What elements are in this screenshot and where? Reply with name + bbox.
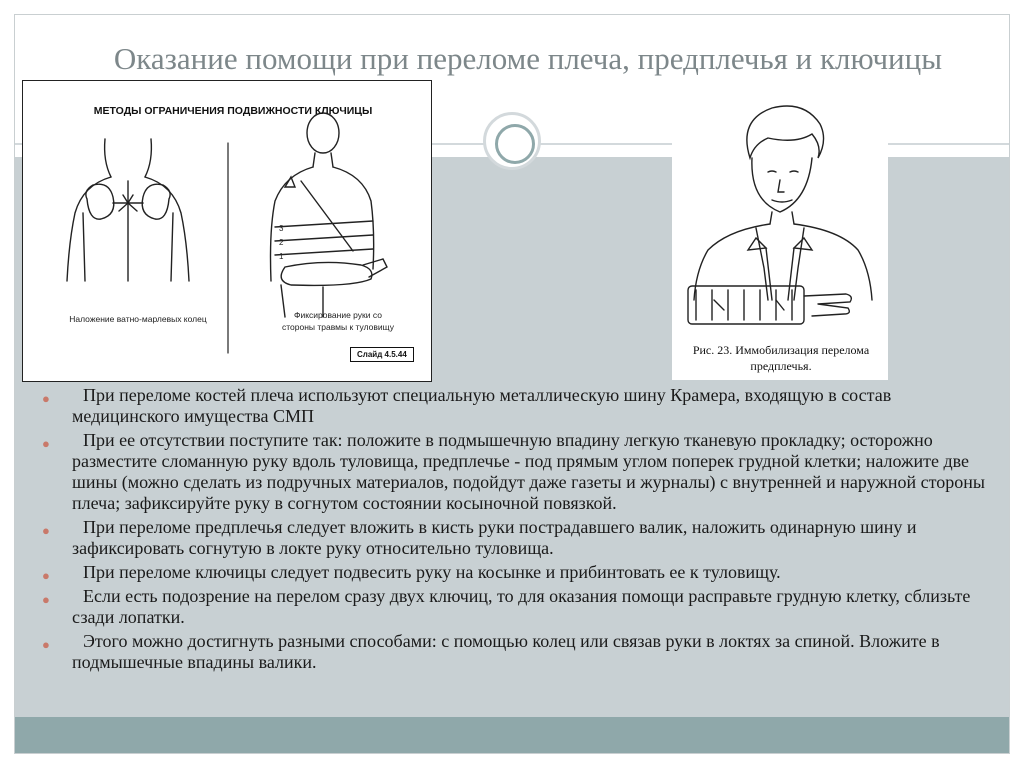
bandage-number-3: 3 — [279, 224, 284, 233]
bullet-item — [40, 631, 990, 673]
bullet-item — [40, 517, 990, 559]
slide-title: Оказание помощи при переломе плеча, предплечья и ключицы — [113, 41, 943, 76]
clavicle-illustration — [23, 81, 433, 383]
bullet-text: Если есть подозрение на перелом сразу двух ключиц, то для оказания помощи расправьте грудную клетку, сблизьте сзади лопатки. — [72, 586, 971, 627]
caption-arm-fixation: Фиксирование руки со стороны травмы к туловищу — [282, 310, 394, 332]
bullet-marker-icon: ● — [42, 637, 50, 652]
slide-number-tag: Слайд 4.5.44 — [350, 347, 414, 362]
bullet-item — [40, 586, 990, 628]
forearm-immobilization-figure — [672, 100, 888, 380]
bullet-marker-icon: ● — [42, 523, 50, 538]
figure-heading: МЕТОДЫ ОГРАНИЧЕНИЯ ПОДВИЖНОСТИ КЛЮЧИЦЫ — [93, 105, 373, 117]
bullet-text: При переломе костей плеча используют специальную металлическую шину Крамера, входящую в состав медицинского имущества СМП — [72, 385, 892, 426]
bullet-marker-icon: ● — [42, 568, 50, 583]
forearm-illustration — [672, 100, 888, 340]
bullet-list — [40, 385, 990, 676]
bullet-marker-icon: ● — [42, 436, 50, 451]
bullet-item — [40, 430, 990, 514]
decorative-ring-icon — [483, 112, 541, 170]
bullet-text: Этого можно достигнуть разными способами: с помощью колец или связав руки в локтях за спиной. Вложите в подмышечные впадины валики. — [72, 631, 940, 672]
bullet-item — [40, 385, 990, 427]
bullet-text: При переломе предплечья следует вложить в кисть руки пострадавшего валик, наложить одинарную шину и зафиксировать согнутую в локте руку относительно туловища. — [72, 517, 917, 558]
bullet-marker-icon: ● — [42, 391, 50, 406]
bandage-number-2: 2 — [279, 238, 284, 247]
bullet-text: При ее отсутствии поступите так: положите в подмышечную впадину легкую тканевую прокладку; осторожно разместите сломанную руку вдоль туловища, предплечье - под прямым углом поперек грудной клетки; наложите две шины (можно сделать из подручных материалов, подойдут даже газеты и журналы) с внутренней и наружной стороны плеча; зафиксируйте руку в согнутом состоянии косыночной повязкой. — [72, 430, 985, 513]
clavicle-methods-figure — [22, 80, 432, 382]
bullet-item — [40, 562, 990, 583]
bullet-text: При переломе ключицы следует подвесить руку на косынке и прибинтовать ее к туловищу. — [83, 562, 781, 582]
bandage-number-1: 1 — [279, 252, 284, 261]
bullet-marker-icon: ● — [42, 592, 50, 607]
figure-caption: Рис. 23. Иммобилизация перелома предплечья. — [692, 343, 870, 373]
caption-rings: Наложение ватно-марлевых колец — [69, 314, 207, 324]
footer-bar — [15, 717, 1009, 753]
